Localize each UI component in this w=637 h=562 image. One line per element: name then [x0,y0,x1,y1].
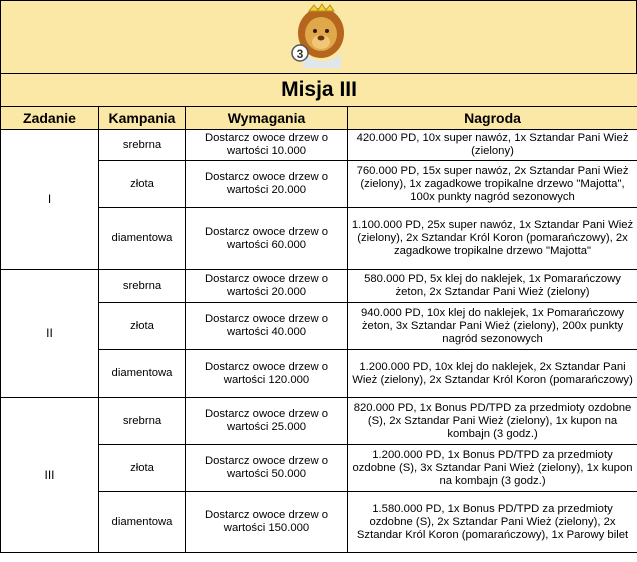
campaign-cell: diamentowa [99,350,186,398]
campaign-cell: diamentowa [99,208,186,270]
requirement-cell: Dostarcz owoce drzew o wartości 20.000 [186,161,348,208]
task-cell: I [1,130,99,270]
col-header-reward: Nagroda [348,107,637,130]
campaign-cell: złota [99,161,186,208]
campaign-cell: złota [99,445,186,492]
campaign-cell: złota [99,303,186,350]
reward-cell: 1.200.000 PD, 10x klej do naklejek, 2x Sztandar Pani Wież (zielony), 2x Sztandar Król Koron (pomarańczowy) [348,350,637,398]
table-row [1,130,637,161]
mission-table [0,73,637,553]
task-cell: III [1,398,99,553]
reward-cell: 820.000 PD, 1x Bonus PD/TPD za przedmioty ozdobne (S), 2x Sztandar Pani Wież (zielony), 1x kupon na kombajn (3 godz.) [348,398,637,445]
mission-header [0,0,637,74]
campaign-cell: srebrna [99,398,186,445]
badge-number: 3 [296,47,304,61]
requirement-cell: Dostarcz owoce drzew o wartości 40.000 [186,303,348,350]
requirement-cell: Dostarcz owoce drzew o wartości 120.000 [186,350,348,398]
reward-cell: 760.000 PD, 15x super nawóz, 2x Sztandar Pani Wież (zielony), 1x zagadkowe tropikalne drzewo "Majotta", 100x punkty nagród sezonowych [348,161,637,208]
table-title: Misja III [1,74,637,107]
campaign-cell: srebrna [99,130,186,161]
header-row [1,107,637,130]
reward-cell: 1.200.000 PD, 1x Bonus PD/TPD za przedmioty ozdobne (S), 3x Sztandar Pani Wież (zielony), 1x kupon na kombajn (3 godz.) [348,445,637,492]
requirement-cell: Dostarcz owoce drzew o wartości 25.000 [186,398,348,445]
campaign-cell: srebrna [99,270,186,303]
reward-cell: 580.000 PD, 5x klej do naklejek, 1x Pomarańczowy żeton, 2x Sztandar Pani Wież (zielony) [348,270,637,303]
requirement-cell: Dostarcz owoce drzew o wartości 10.000 [186,130,348,161]
col-header-task: Zadanie [1,107,99,130]
reward-cell: 1.580.000 PD, 1x Bonus PD/TPD za przedmioty ozdobne (S), 2x Sztandar Pani Wież (zielony), 2x Sztandar Król Koron (pomarańczowy), 1x Parowy bilet [348,492,637,553]
table-row [1,398,637,445]
requirement-cell: Dostarcz owoce drzew o wartości 60.000 [186,208,348,270]
requirement-cell: Dostarcz owoce drzew o wartości 50.000 [186,445,348,492]
campaign-cell: diamentowa [99,492,186,553]
col-header-requirements: Wymagania [186,107,348,130]
reward-cell: 420.000 PD, 10x super nawóz, 1x Sztandar Pani Wież (zielony) [348,130,637,161]
task-cell: II [1,270,99,398]
reward-cell: 1.100.000 PD, 25x super nawóz, 1x Sztandar Pani Wież (zielony), 2x Sztandar Król Koron (pomarańczowy), 2x zagadkowe tropikalne drzewo "Majotta" [348,208,637,270]
requirement-cell: Dostarcz owoce drzew o wartości 20.000 [186,270,348,303]
lion-avatar-icon [287,2,353,68]
requirement-cell: Dostarcz owoce drzew o wartości 150.000 [186,492,348,553]
col-header-campaign: Kampania [99,107,186,130]
table-row [1,270,637,303]
reward-cell: 940.000 PD, 10x klej do naklejek, 1x Pomarańczowy żeton, 3x Sztandar Pani Wież (zielony), 200x punkty nagród sezonowych [348,303,637,350]
